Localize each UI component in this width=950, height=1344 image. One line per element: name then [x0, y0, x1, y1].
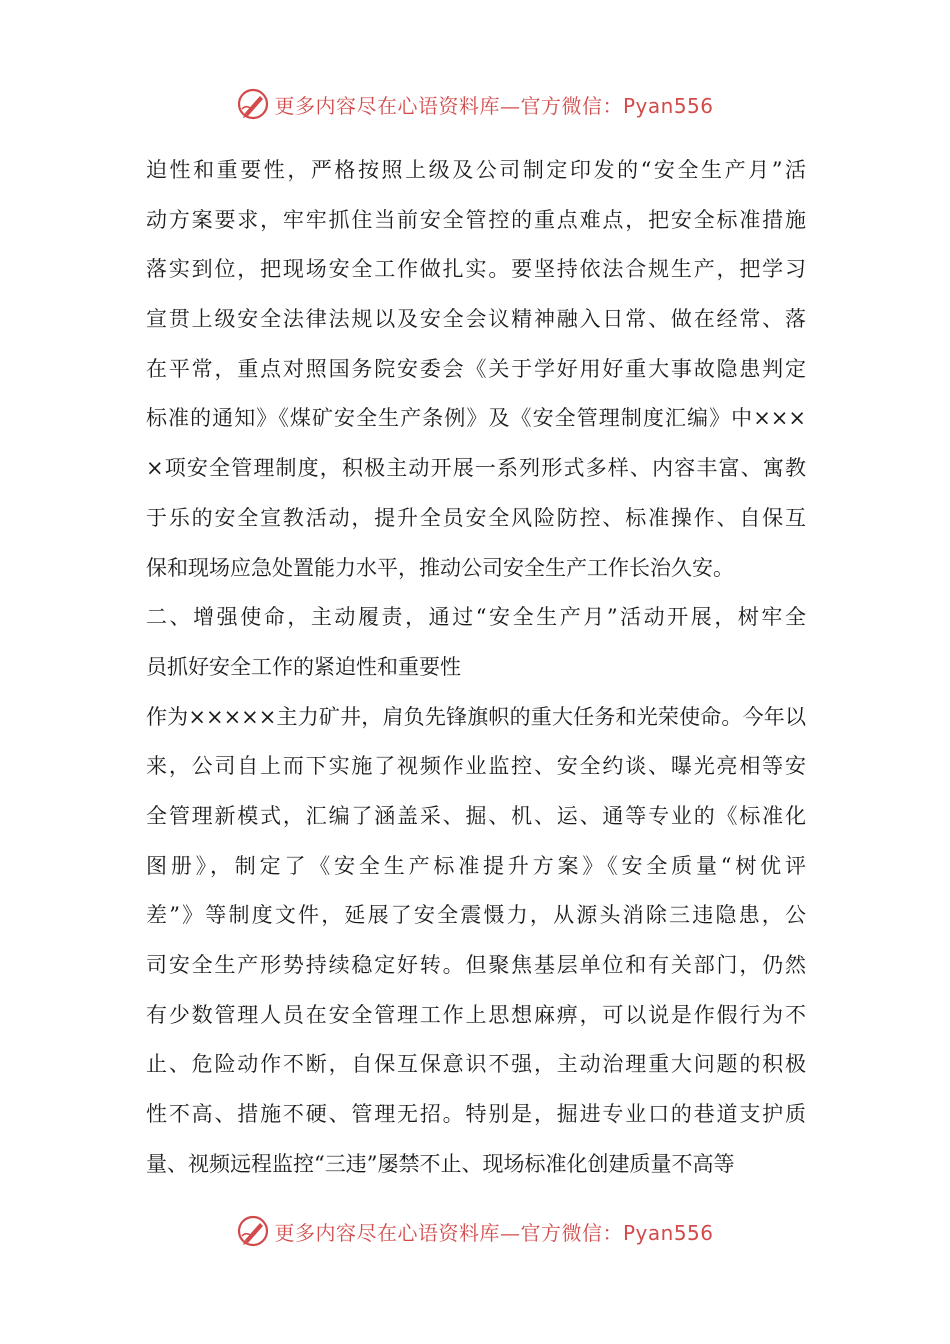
- wechat-id: Pyan556: [622, 93, 714, 118]
- text-line: 标准的通知》《煤矿安全生产条例》及《安全管理制度汇编》中×××: [146, 406, 806, 431]
- wechat-id: Pyan556: [622, 1220, 714, 1245]
- text-line: 作为×××××主力矿井，肩负先锋旗帜的重大任务和光荣使命。今年以: [146, 704, 806, 729]
- text-line: 止、危险动作不断，自保互保意识不强，主动治理重大问题的积极: [146, 1052, 806, 1077]
- text-line: 司安全生产形势持续稳定好转。但聚焦基层单位和有关部门，仍然: [146, 953, 806, 977]
- banner-text: [274, 90, 713, 119]
- text-line: 迫性和重要性，严格按照上级及公司制定印发的“安全生产月”活: [146, 158, 806, 182]
- text-line: 量、视频远程监控“三违”屡禁不止、现场标准化创建质量不高等: [146, 1151, 735, 1176]
- banner-label: 更多内容尽在心语资料库—官方微信：: [274, 93, 623, 118]
- text-line: 二、增强使命，主动履责，通过“安全生产月”活动开展，树牢全: [146, 605, 806, 630]
- text-line: 图册》，制定了《安全生产标准提升方案》《安全质量“树优评: [146, 853, 806, 878]
- text-line: ×项安全管理制度，积极主动开展一系列形式多样、内容丰富、寓教: [146, 456, 806, 481]
- text-line: 有少数管理人员在安全管理工作上思想麻痹，可以说是作假行为不: [146, 1002, 806, 1027]
- text-line: 落实到位，把现场安全工作做扎实。要坚持依法合规生产，把学习: [146, 257, 806, 282]
- text-line: 来，公司自上而下实施了视频作业监控、安全约谈、曝光亮相等安: [146, 754, 806, 779]
- text-line: 性不高、措施不硬、管理无招。特别是，掘进专业口的巷道支护质: [146, 1102, 806, 1127]
- text-line: 动方案要求，牢牢抓住当前安全管控的重点难点，把安全标准措施: [146, 207, 806, 232]
- text-line: 全管理新模式，汇编了涵盖采、掘、机、运、通等专业的《标准化: [146, 803, 806, 828]
- text-line: 保和现场应急处置能力水平，推动公司安全生产工作长治久安。: [146, 555, 734, 580]
- text-line: 宣贯上级安全法律法规以及安全会议精神融入日常、做在经常、落: [146, 307, 806, 332]
- text-line: 员抓好安全工作的紧迫性和重要性: [146, 654, 461, 679]
- pen-circle-logo-icon: [236, 87, 270, 121]
- footer-watermark-banner: [0, 1209, 950, 1253]
- banner-text: [274, 1217, 713, 1246]
- pen-circle-logo-icon: [236, 1214, 270, 1248]
- text-line: 于乐的安全宣教活动，提升全员安全风险防控、标准操作、自保互: [146, 505, 806, 530]
- document-body: [146, 146, 806, 1189]
- banner-label: 更多内容尽在心语资料库—官方微信：: [274, 1220, 623, 1245]
- header-watermark-banner: [0, 82, 950, 126]
- text-line: 在平常，重点对照国务院安委会《关于学好用好重大事故隐患判定: [146, 356, 806, 381]
- text-line: 差”》等制度文件，延展了安全震慑力，从源头消除三违隐患，公: [146, 903, 806, 928]
